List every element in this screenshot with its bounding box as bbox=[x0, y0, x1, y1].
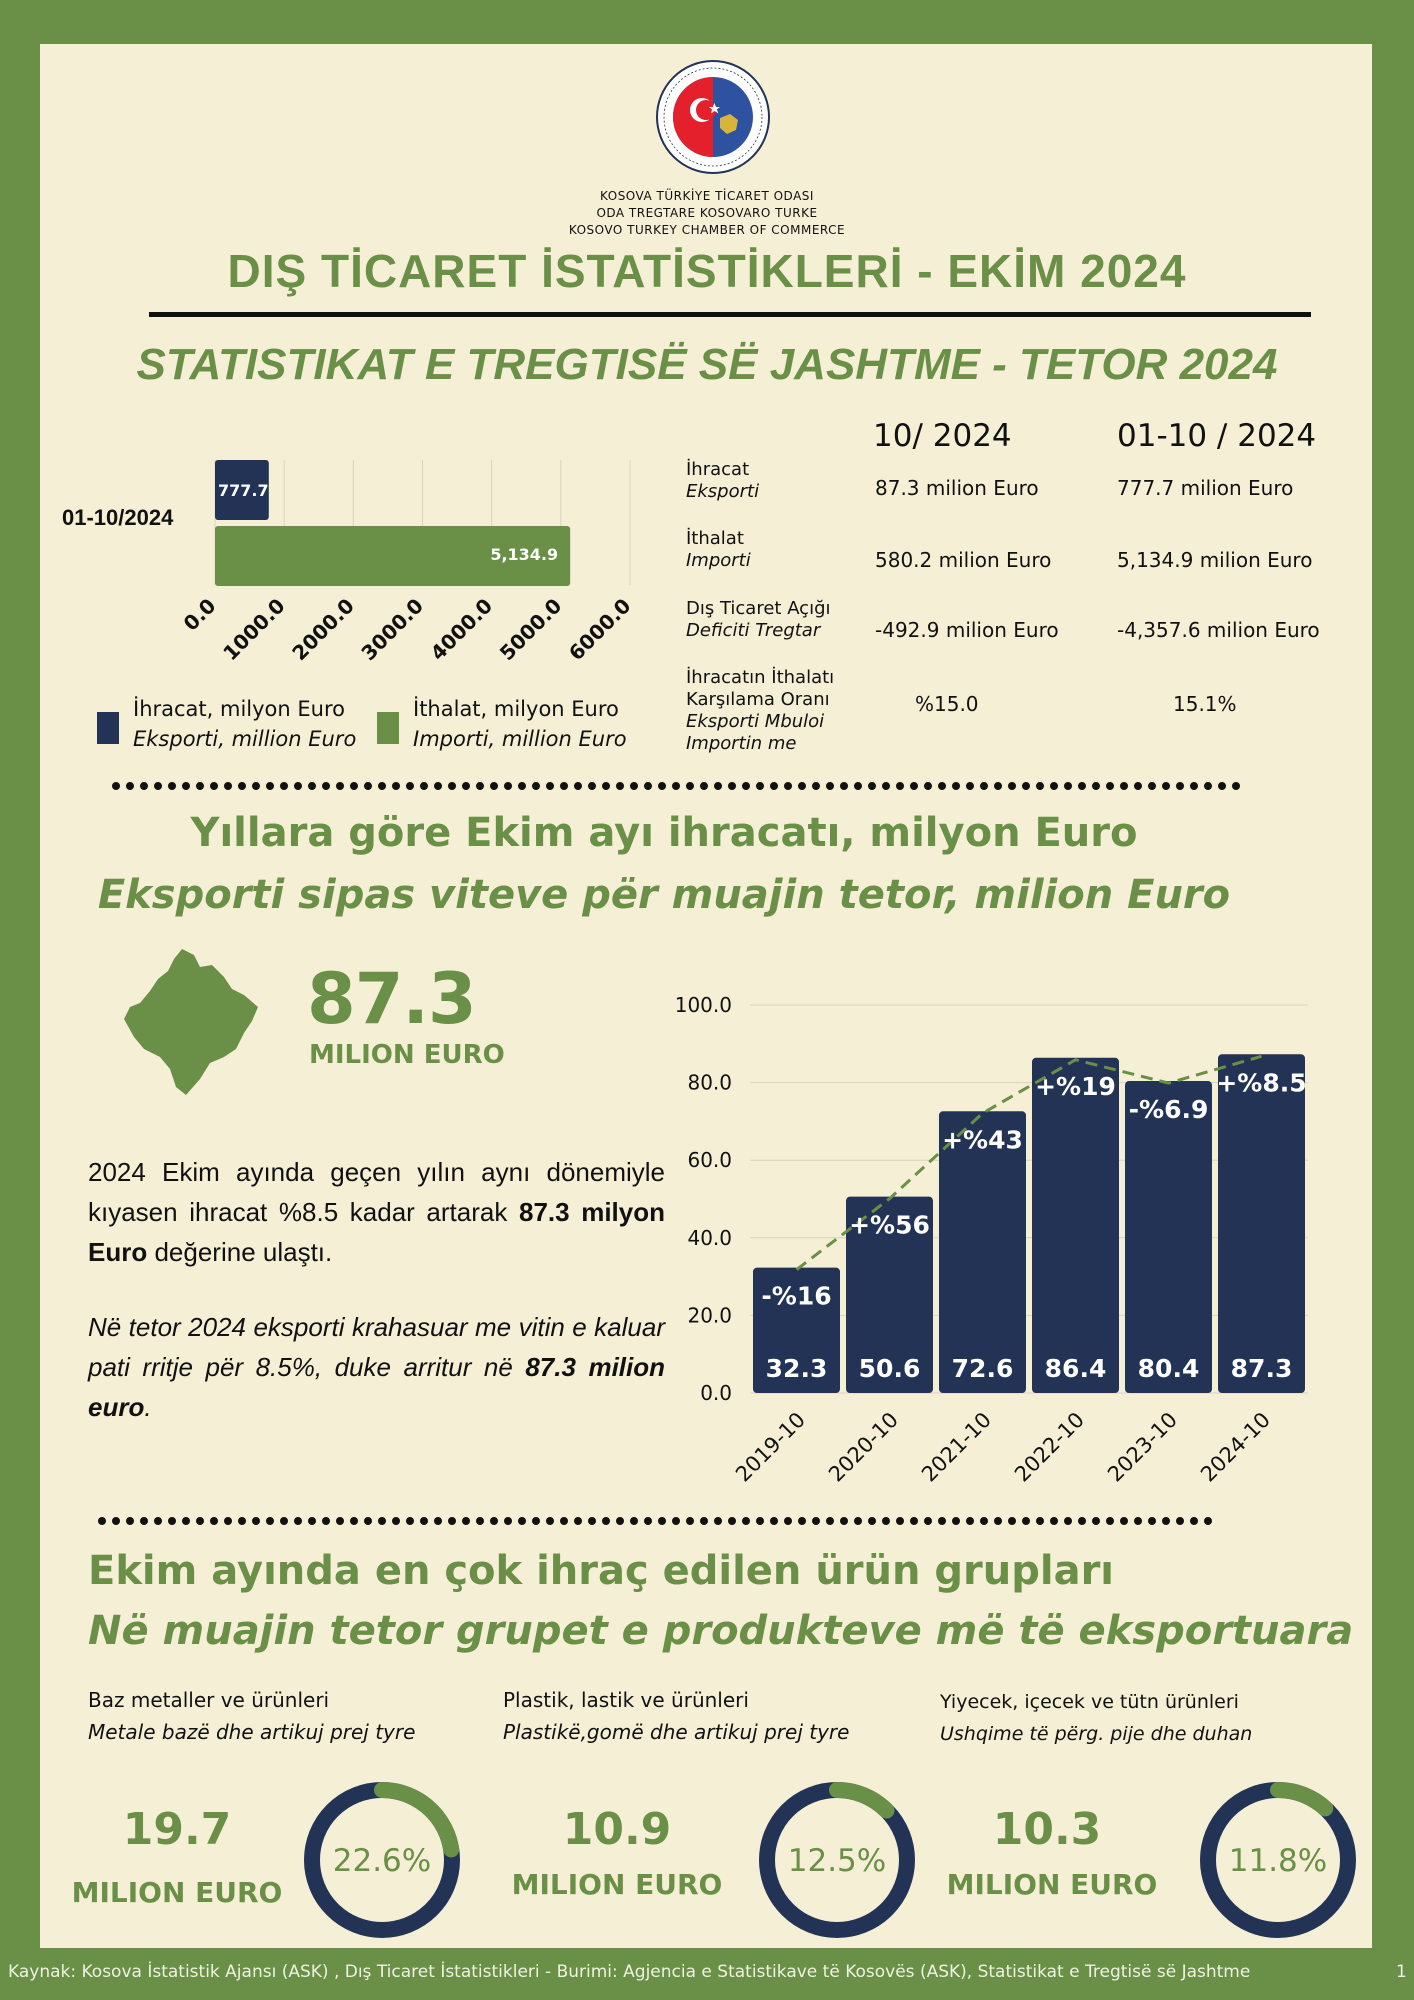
bar-import-label: 5,134.9 bbox=[490, 545, 559, 564]
product-2-value: 10.9 bbox=[562, 1804, 672, 1855]
para-tr-part2: değerine ulaştı. bbox=[147, 1237, 333, 1267]
legend-export-tr: İhracat, milyon Euro bbox=[133, 697, 345, 721]
row-export-label bbox=[686, 459, 759, 503]
col-x-tick-label: 2022-10 bbox=[1010, 1407, 1090, 1487]
dotted-divider bbox=[112, 780, 1242, 792]
row-import-month: 580.2 milion Euro bbox=[875, 548, 1052, 572]
product-1-sq: Metale bazë dhe artikuj prej tyre bbox=[88, 1720, 416, 1744]
hbar-tick-label: 6000.0 bbox=[563, 593, 636, 666]
summary-category-label: 01-10/2024 bbox=[62, 505, 174, 530]
row-coverage-sq1: Eksporti Mbuloi bbox=[686, 711, 825, 732]
table-col-month: 10/ 2024 bbox=[873, 418, 1012, 454]
col-x-tick-label: 2024-10 bbox=[1196, 1407, 1276, 1487]
row-import-tr: İthalat bbox=[686, 528, 744, 549]
row-coverage-tr1: İhracatın İthalatı bbox=[686, 667, 835, 688]
row-coverage-tr2: Karşılama Oranı bbox=[686, 689, 830, 710]
row-deficit-month: -492.9 milion Euro bbox=[875, 618, 1059, 642]
product-3-value: 10.3 bbox=[992, 1804, 1102, 1855]
org-name bbox=[0, 188, 1414, 239]
col-value-label: 80.4 bbox=[1137, 1354, 1200, 1383]
row-import-ytd: 5,134.9 milion Euro bbox=[1117, 548, 1313, 572]
col-x-tick-label: 2023-10 bbox=[1103, 1407, 1183, 1487]
product-2-sq: Plastikë,gomë dhe artikuj prej tyre bbox=[503, 1720, 850, 1744]
col-change-label: -%16 bbox=[761, 1281, 832, 1311]
col-y-tick-label: 80.0 bbox=[687, 1070, 732, 1095]
col-bar bbox=[1125, 1081, 1212, 1393]
col-bar bbox=[1032, 1058, 1119, 1393]
product-2-label bbox=[503, 1684, 849, 1748]
legend-export-swatch bbox=[97, 712, 119, 744]
hbar-tick-label: 1000.0 bbox=[218, 593, 290, 666]
org-name-sq: ODA TREGTARE KOSOVARO TURKE bbox=[596, 206, 818, 220]
product-1-unit: MILION EURO bbox=[71, 1876, 283, 1909]
bar-export-label: 777.7 bbox=[218, 481, 269, 500]
row-import-label bbox=[686, 528, 751, 572]
chamber-logo bbox=[654, 58, 772, 176]
headline-value: 87.3 bbox=[307, 958, 476, 1040]
para-tr-part1: 2024 Ekim ayında geçen yılın aynı dönemiyle kıyasen ihracat %8.5 kadar artarak bbox=[88, 1157, 665, 1227]
row-deficit-sq: Deficiti Tregtar bbox=[686, 620, 821, 641]
col-y-tick-label: 0.0 bbox=[700, 1381, 732, 1405]
page-title-sq: STATISTIKAT E TREGTISË SË JASHTME - TETOR 2024 bbox=[136, 340, 1278, 389]
source-footer: Kaynak: Kosova İstatistik Ajansı (ASK) , Dış Ticaret İstatistikleri - Burimi: Agjencia e Statistikave të Kosovës (ASK), Statistikat e Tregtisë së Jashtme bbox=[8, 1962, 1251, 1982]
col-y-tick-label: 20.0 bbox=[687, 1303, 732, 1328]
row-coverage-label bbox=[686, 667, 834, 755]
donut-slice bbox=[1278, 1790, 1325, 1808]
row-coverage-month: %15.0 bbox=[915, 692, 979, 716]
col-change-label: +%19 bbox=[1035, 1071, 1116, 1101]
donut-percent-label: 22.6% bbox=[332, 1843, 432, 1879]
row-import-sq: Importi bbox=[686, 550, 751, 571]
donut-1 bbox=[297, 1775, 467, 1945]
section2-title-tr: Yıllara göre Ekim ayı ihracatı, milyon Euro bbox=[190, 810, 1138, 856]
summary-paragraph-sq bbox=[88, 1307, 665, 1427]
dotted-divider-2 bbox=[98, 1515, 1214, 1527]
summary-bar-chart bbox=[40, 440, 660, 690]
para-tr-bold: 87.3 milyon Euro bbox=[88, 1197, 665, 1267]
title-divider bbox=[149, 312, 1311, 317]
col-value-label: 72.6 bbox=[951, 1354, 1014, 1383]
hbar-tick-label: 0.0 bbox=[178, 593, 221, 636]
product-2-tr: Plastik, lastik ve ürünleri bbox=[503, 1688, 749, 1712]
col-value-label: 86.4 bbox=[1044, 1354, 1107, 1383]
section2-title-sq: Eksporti sipas viteve për muajin tetor, milion Euro bbox=[97, 872, 1231, 918]
para-sq-bold: 87.3 milion euro bbox=[88, 1352, 665, 1422]
hbar-tick-label: 3000.0 bbox=[356, 593, 429, 666]
table-col-ytd: 01-10 / 2024 bbox=[1117, 418, 1317, 454]
row-deficit-ytd: -4,357.6 milion Euro bbox=[1117, 618, 1320, 642]
col-x-tick-label: 2019-10 bbox=[731, 1407, 811, 1487]
legend-import-sq: Importi, million Euro bbox=[413, 727, 627, 751]
row-export-ytd: 777.7 milion Euro bbox=[1117, 476, 1294, 500]
row-coverage-sq2: Importin me bbox=[686, 733, 797, 754]
col-x-tick-label: 2021-10 bbox=[917, 1407, 997, 1487]
section3-title-sq: Në muajin tetor grupet e produkteve më të eksportuara bbox=[88, 1608, 1354, 1654]
donut-percent-label: 11.8% bbox=[1228, 1843, 1328, 1879]
col-change-label: +%43 bbox=[942, 1125, 1023, 1155]
page-number: 1 bbox=[1396, 1962, 1407, 1982]
para-sq-part2: . bbox=[144, 1392, 152, 1422]
row-coverage-ytd: 15.1% bbox=[1173, 692, 1237, 716]
hbar-tick-label: 5000.0 bbox=[494, 593, 567, 666]
col-change-label: -%6.9 bbox=[1128, 1095, 1209, 1125]
section3-title-tr: Ekim ayında en çok ihraç edilen ürün grupları bbox=[88, 1548, 1115, 1594]
donut-3 bbox=[1193, 1775, 1363, 1945]
col-bar bbox=[1218, 1054, 1305, 1393]
donut-2 bbox=[752, 1775, 922, 1945]
legend-import-swatch bbox=[377, 712, 399, 744]
row-deficit-label bbox=[686, 598, 831, 642]
col-y-tick-label: 40.0 bbox=[687, 1225, 732, 1250]
col-change-label: +%8.5 bbox=[1216, 1068, 1307, 1098]
row-export-sq: Eksporti bbox=[686, 481, 760, 502]
org-name-en: KOSOVO TURKEY CHAMBER OF COMMERCE bbox=[568, 223, 846, 237]
legend-export bbox=[133, 694, 356, 754]
donut-percent-label: 12.5% bbox=[787, 1843, 887, 1879]
col-value-label: 32.3 bbox=[765, 1354, 828, 1383]
col-y-tick-label: 60.0 bbox=[687, 1148, 732, 1173]
col-value-label: 50.6 bbox=[858, 1354, 921, 1383]
hbar-tick-label: 2000.0 bbox=[287, 593, 359, 666]
page-title-tr: DIŞ TİCARET İSTATİSTİKLERİ - EKİM 2024 bbox=[227, 245, 1187, 297]
legend-import bbox=[413, 694, 627, 754]
legend-import-tr: İthalat, milyon Euro bbox=[413, 697, 619, 721]
product-3-sq: Ushqime të përg. pije dhe duhan bbox=[940, 1723, 1253, 1745]
summary-paragraph-tr bbox=[88, 1152, 665, 1272]
kosovo-map-icon bbox=[120, 945, 265, 1105]
product-3-label bbox=[940, 1686, 1252, 1750]
col-y-tick-label: 100.0 bbox=[674, 993, 732, 1017]
product-2-unit: MILION EURO bbox=[511, 1868, 723, 1901]
row-export-month: 87.3 milion Euro bbox=[875, 476, 1039, 500]
product-3-unit: MILION EURO bbox=[946, 1868, 1158, 1901]
donut-slice bbox=[382, 1790, 451, 1849]
product-1-value: 19.7 bbox=[122, 1804, 232, 1855]
product-3-tr: Yiyecek, içecek ve tütn ürünleri bbox=[940, 1691, 1239, 1713]
product-1-tr: Baz metaller ve ürünleri bbox=[88, 1688, 330, 1712]
hbar-tick-label: 4000.0 bbox=[425, 593, 498, 666]
row-deficit-tr: Dış Ticaret Açığı bbox=[686, 598, 831, 619]
col-value-label: 87.3 bbox=[1230, 1354, 1293, 1383]
legend-export-sq: Eksporti, million Euro bbox=[133, 727, 357, 751]
row-export-tr: İhracat bbox=[686, 459, 750, 480]
headline-unit: MILION EURO bbox=[309, 1040, 505, 1070]
org-name-tr: KOSOVA TÜRKİYE TİCARET ODASI bbox=[600, 189, 814, 203]
product-1-label bbox=[88, 1684, 415, 1748]
para-sq-part1: Në tetor 2024 eksporti krahasuar me vitin e kaluar pati rritje për 8.5%, duke arritur në bbox=[88, 1312, 665, 1382]
october-export-chart bbox=[660, 980, 1320, 1500]
donut-slice bbox=[837, 1790, 886, 1811]
col-change-label: +%56 bbox=[849, 1210, 930, 1240]
col-x-tick-label: 2020-10 bbox=[824, 1407, 904, 1487]
